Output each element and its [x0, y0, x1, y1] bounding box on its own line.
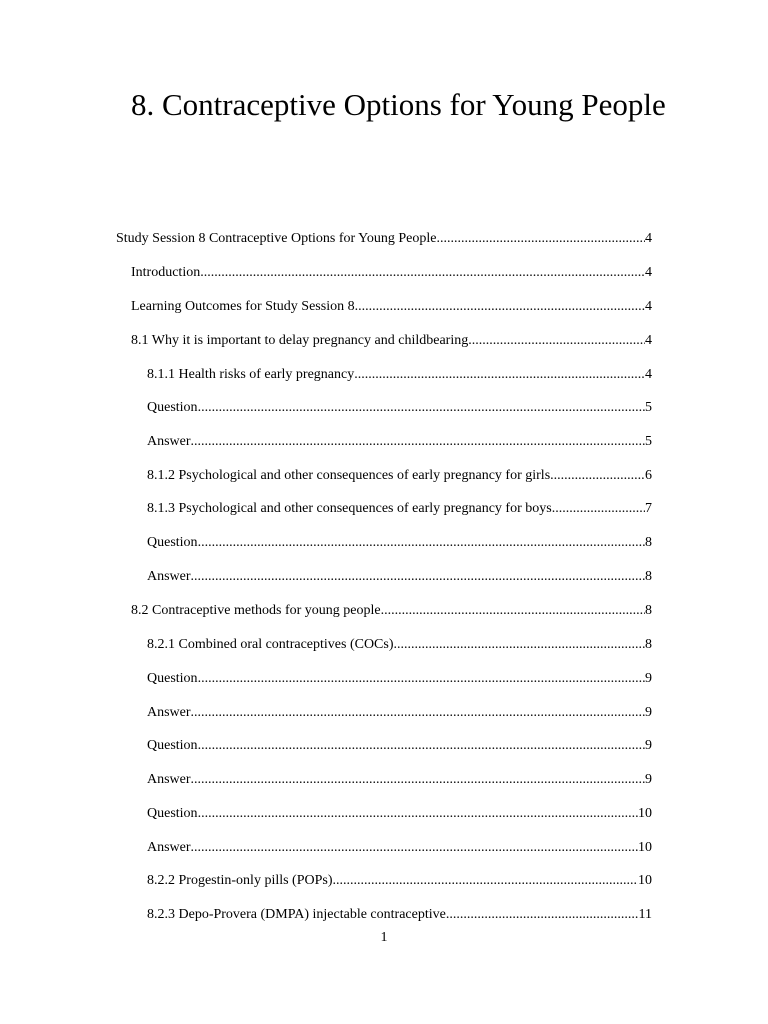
toc-entry-label: Answer: [147, 569, 191, 584]
toc-entry-page: 4: [645, 231, 652, 246]
toc-dot-leader: [468, 331, 645, 351]
toc-entry-page: 4: [645, 333, 652, 348]
toc-entry[interactable]: [147, 804, 652, 824]
toc-entry-label: Answer: [147, 840, 191, 855]
toc-dot-leader: [355, 297, 645, 317]
toc-dot-leader: [191, 432, 645, 452]
toc-entry-label: 8.2.3 Depo-Provera (DMPA) injectable contraceptive: [147, 907, 446, 922]
toc-entry[interactable]: [147, 398, 652, 418]
toc-entry-label: 8.2 Contraceptive methods for young people: [131, 603, 381, 618]
toc-entry-page: 9: [645, 738, 652, 753]
toc-dot-leader: [191, 838, 638, 858]
toc-entry-label: Answer: [147, 434, 191, 449]
toc-dot-leader: [191, 567, 645, 587]
toc-entry-page: 8: [645, 603, 652, 618]
toc-entry-page: 6: [645, 468, 652, 483]
toc-entry[interactable]: [131, 331, 652, 351]
toc-entry[interactable]: [147, 365, 652, 385]
toc-entry-page: 10: [638, 806, 652, 821]
toc-dot-leader: [333, 871, 638, 891]
toc-dot-leader: [191, 770, 645, 790]
toc-dot-leader: [394, 635, 645, 655]
toc-entry[interactable]: [147, 432, 652, 452]
toc-dot-leader: [446, 905, 639, 925]
toc-dot-leader: [354, 365, 645, 385]
toc-entry-label: Introduction: [131, 265, 201, 280]
toc-entry-page: 8: [645, 569, 652, 584]
toc-entry-page: 10: [638, 873, 652, 888]
toc-entry-label: Question: [147, 400, 198, 415]
toc-dot-leader: [198, 669, 645, 689]
toc-entry[interactable]: [147, 905, 652, 925]
toc-dot-leader: [436, 229, 645, 249]
toc-entry[interactable]: [131, 601, 652, 621]
toc-dot-leader: [381, 601, 645, 621]
toc-entry-page: 4: [645, 367, 652, 382]
toc-entry[interactable]: [131, 297, 652, 317]
toc-entry[interactable]: [147, 499, 652, 519]
page-number: 1: [380, 930, 388, 945]
toc-entry-label: Answer: [147, 772, 191, 787]
toc-entry[interactable]: [147, 466, 652, 486]
toc-entry-label: 8.1.3 Psychological and other consequences of early pregnancy for boys: [147, 501, 552, 516]
toc-entry-page: 5: [645, 400, 652, 415]
toc-entry-label: 8.1.2 Psychological and other consequences of early pregnancy for girls: [147, 468, 551, 483]
toc-dot-leader: [198, 398, 645, 418]
toc-entry-page: 4: [645, 265, 652, 280]
toc-entry[interactable]: [147, 770, 652, 790]
toc-entry-page: 9: [645, 705, 652, 720]
toc-entry[interactable]: [147, 635, 652, 655]
toc-entry[interactable]: [147, 838, 652, 858]
toc-entry-page: 9: [645, 772, 652, 787]
toc-entry-page: 10: [638, 840, 652, 855]
toc-entry[interactable]: [147, 533, 652, 553]
toc-entry-label: Question: [147, 806, 198, 821]
toc-entry[interactable]: [147, 669, 652, 689]
toc-entry[interactable]: [116, 229, 652, 249]
toc-entry[interactable]: [147, 736, 652, 756]
toc-dot-leader: [198, 533, 645, 553]
toc-entry-page: 11: [638, 907, 652, 922]
toc-entry[interactable]: [147, 567, 652, 587]
toc-entry-page: 8: [645, 637, 652, 652]
toc-dot-leader: [198, 736, 645, 756]
toc-entry-label: Question: [147, 671, 198, 686]
toc-entry-page: 8: [645, 535, 652, 550]
toc-entry-label: 8.1 Why it is important to delay pregnancy and childbearing: [131, 333, 469, 348]
toc-entry-page: 5: [645, 434, 652, 449]
toc-entry-label: Question: [147, 535, 198, 550]
toc-entry-label: 8.1.1 Health risks of early pregnancy: [147, 367, 355, 382]
toc-entry-label: 8.2.2 Progestin-only pills (POPs): [147, 873, 333, 888]
toc-entry-page: 4: [645, 299, 652, 314]
toc-entry-page: 9: [645, 671, 652, 686]
toc-entry-label: Question: [147, 738, 198, 753]
toc-dot-leader: [191, 703, 645, 723]
toc-entry-page: 7: [645, 501, 652, 516]
toc-dot-leader: [550, 466, 645, 486]
toc-entry[interactable]: [131, 263, 652, 283]
toc-entry[interactable]: [147, 871, 652, 891]
toc-dot-leader: [198, 804, 638, 824]
toc-entry-label: Learning Outcomes for Study Session 8: [131, 299, 355, 314]
toc-entry-label: 8.2.1 Combined oral contraceptives (COCs): [147, 637, 394, 652]
toc-entry-label: Study Session 8 Contraceptive Options for Young People: [116, 231, 437, 246]
toc-entry-label: Answer: [147, 705, 191, 720]
page-title: 8. Contraceptive Options for Young People: [131, 87, 666, 122]
toc-entry[interactable]: [147, 703, 652, 723]
toc-dot-leader: [552, 499, 645, 519]
toc-dot-leader: [200, 263, 645, 283]
